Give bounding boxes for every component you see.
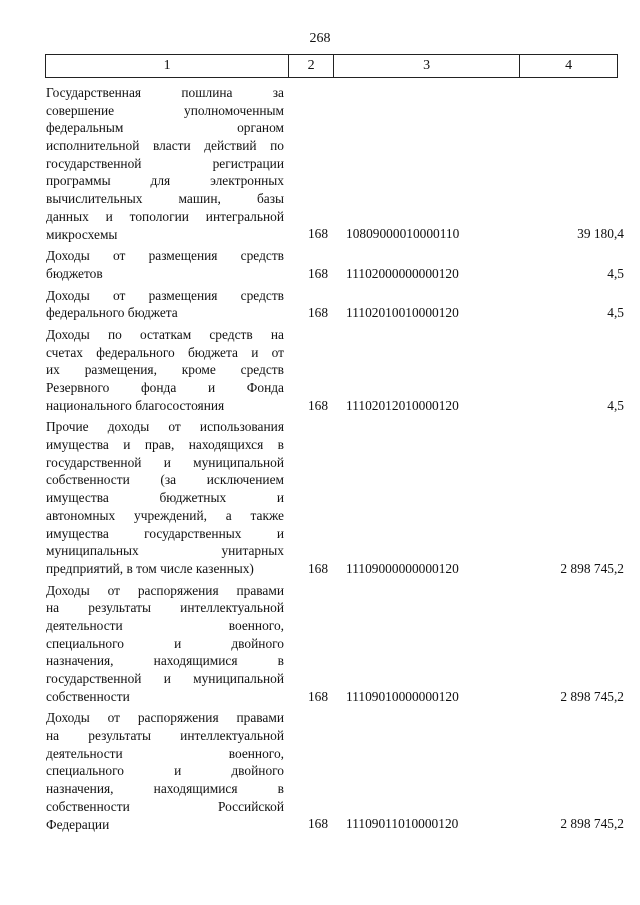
description-line: Доходы от распоряжения правами (46, 582, 284, 598)
description-line: имущества государственных и (46, 525, 284, 541)
amount: 4,5 (607, 397, 624, 413)
header-col-3: 3 (334, 55, 520, 77)
budget-classification-code: 10809000010000110 (346, 226, 460, 242)
description-line: специального и двойного (46, 763, 284, 779)
amount: 4,5 (607, 305, 624, 321)
table-row (0, 287, 640, 322)
description-line: Федерации (46, 816, 110, 832)
admin-code: 168 (307, 226, 329, 242)
page-number: 268 (309, 31, 331, 46)
amount: 2 898 745,2 (560, 560, 624, 576)
description-line: Доходы от размещения средств (46, 287, 284, 303)
description-line: вычислительных машин, базы (46, 191, 284, 207)
admin-code: 168 (307, 816, 329, 832)
description-line: исполнительной власти действий по (46, 138, 284, 154)
table-header (45, 54, 618, 78)
description-line: автономных учреждений, а также (46, 507, 284, 523)
row-description (46, 84, 284, 243)
description-line: федеральным органом (46, 120, 284, 136)
description-line: имущества и прав, находящихся в (46, 437, 284, 453)
row-description (46, 418, 284, 577)
table-row (0, 582, 640, 706)
description-line: деятельности военного, (46, 617, 284, 633)
header-col-4: 4 (565, 58, 573, 73)
admin-code: 168 (307, 560, 329, 576)
description-line: на результаты интеллектуальной (46, 600, 284, 616)
budget-classification-code: 11102010010000120 (346, 305, 459, 321)
admin-code: 168 (307, 305, 329, 321)
description-line: назначения, находящимися в (46, 653, 284, 669)
header-col-1: 1 (46, 55, 289, 77)
amount: 2 898 745,2 (560, 688, 624, 704)
budget-classification-code: 11102012010000120 (346, 397, 459, 413)
amount: 2 898 745,2 (560, 816, 624, 832)
description-line: деятельности военного, (46, 745, 284, 761)
description-line: их размещения, кроме средств (46, 362, 284, 378)
description-line: Государственная пошлина за (46, 85, 284, 100)
description-line: бюджетов (46, 265, 103, 281)
description-line: счетах федерального бюджета и от (46, 344, 284, 360)
description-line: микросхемы (46, 226, 118, 242)
description-line: на результаты интеллектуальной (46, 728, 284, 744)
row-description (46, 247, 284, 282)
description-line: национального благосостояния (46, 397, 225, 413)
budget-classification-code: 11109010000000120 (346, 688, 459, 704)
description-line: Доходы от размещения средств (46, 248, 284, 264)
table-body (0, 84, 640, 837)
description-line: назначения, находящимися в (46, 781, 284, 797)
header-col-2: 2 (289, 55, 334, 77)
table-row (0, 326, 640, 414)
description-line: государственной регистрации (46, 155, 284, 171)
table-row (0, 709, 640, 833)
description-line: предприятий, в том числе казенных) (46, 560, 254, 576)
description-line: федерального бюджета (46, 305, 178, 321)
description-line: данных и топологии интегральной (46, 208, 284, 224)
row-description (46, 709, 284, 833)
budget-classification-code: 11109000000000120 (346, 560, 459, 576)
amount: 39 180,4 (577, 226, 624, 242)
description-line: собственности (за исключением (46, 472, 284, 488)
description-line: муниципальных унитарных (46, 543, 284, 559)
description-line: Прочие доходы от использования (46, 419, 284, 435)
amount: 4,5 (607, 265, 624, 281)
description-line: специального и двойного (46, 635, 284, 651)
description-line: собственности Российской (46, 798, 284, 814)
admin-code: 168 (307, 397, 329, 413)
description-line: государственной и муниципальной (46, 671, 284, 686)
admin-code: 168 (307, 688, 329, 704)
budget-classification-code: 11109011010000120 (346, 816, 459, 832)
row-description (46, 287, 284, 322)
description-line: совершение уполномоченным (46, 102, 284, 118)
description-line: Резервного фонда и Фонда (46, 380, 284, 395)
row-description (46, 326, 284, 414)
description-line: Доходы по остаткам средств на (46, 326, 284, 342)
description-line: имущества бюджетных и (46, 490, 284, 506)
description-line: программы для электронных (46, 173, 284, 189)
admin-code: 168 (307, 265, 329, 281)
table-row (0, 247, 640, 282)
table-row (0, 418, 640, 577)
table-row (0, 84, 640, 243)
description-line: государственной и муниципальной (46, 454, 284, 470)
budget-classification-code: 11102000000000120 (346, 265, 459, 281)
description-line: Доходы от распоряжения правами (46, 710, 284, 726)
row-description (46, 582, 284, 706)
description-line: собственности (46, 688, 130, 704)
